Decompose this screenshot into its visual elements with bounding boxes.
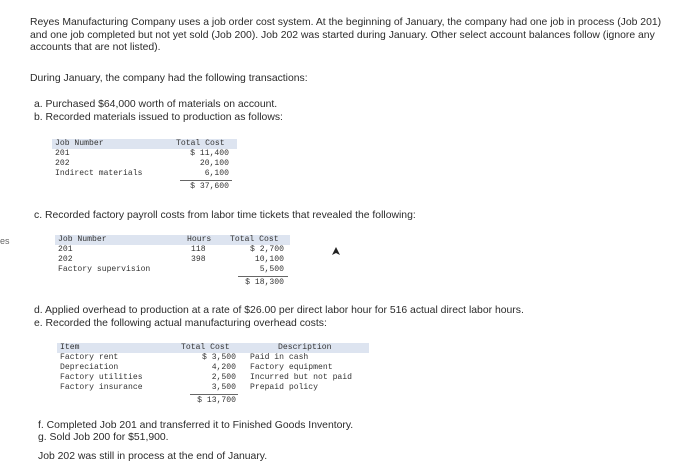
table-row-cost: 2,500 [211, 373, 236, 382]
table-total: $ 37,600 [190, 182, 229, 191]
table-row-label: 202 [55, 159, 70, 168]
table-row-cost: $ 2,700 [250, 245, 284, 254]
table-row-description: Incurred but not paid [250, 373, 352, 382]
table-row-label: Factory utilities [60, 373, 143, 382]
overhead-table [57, 343, 369, 407]
materials-table [52, 139, 237, 195]
table-row-description: Factory equipment [250, 363, 333, 372]
cursor-arrow-icon [332, 247, 340, 257]
table-row-label: Factory rent [60, 353, 119, 362]
table-total: $ 18,300 [245, 278, 284, 287]
table-row-cost: 20,100 [199, 159, 229, 168]
table-row-hours: 118 [191, 245, 206, 254]
header-total-cost: Total Cost [176, 139, 225, 148]
table-row-cost: $ 3,500 [202, 353, 236, 362]
table-row-cost: 6,100 [204, 169, 229, 178]
table-row-description: Prepaid policy [250, 383, 318, 392]
subtotal-line [180, 180, 232, 181]
during-paragraph: During January, the company had the following transactions: [30, 73, 308, 84]
table-row-hours: 398 [191, 255, 206, 264]
header-hours: Hours [187, 235, 212, 244]
header-job-number: Job Number [55, 139, 104, 148]
table-row-label: Factory supervision [58, 265, 151, 274]
transaction-b: b. Recorded materials issued to production as follows: [34, 112, 283, 123]
table-row-label: Indirect materials [55, 169, 143, 178]
table-row-cost: 4,200 [211, 363, 236, 372]
header-total-cost: Total Cost [230, 235, 279, 244]
table-row-label: 202 [58, 255, 73, 264]
header-total-cost: Total Cost [181, 343, 230, 352]
side-fragment: es [0, 236, 10, 246]
table-row-cost: 10,100 [254, 255, 284, 264]
table-row-label: Factory insurance [60, 383, 143, 392]
transaction-a: a. Purchased $64,000 worth of materials on account. [34, 99, 278, 110]
intro-paragraph: Reyes Manufacturing Company uses a job order cost system. At the beginning of January, the company had one job in process (Job 201) and one job completed but not yet sold (Job 200). Job 202 was started during January. Other select account balances follow (ignore any accounts that are not listed). [30, 17, 662, 54]
header-job-number: Job Number [58, 235, 107, 244]
payroll-table [55, 235, 290, 291]
table-row-label: 201 [55, 149, 70, 158]
table-row-label: 201 [58, 245, 73, 254]
transaction-c: c. Recorded factory payroll costs from labor time tickets that revealed the following: [34, 210, 416, 221]
transaction-f: f. Completed Job 201 and transferred it to Finished Goods Inventory. [38, 420, 354, 431]
transaction-g: g. Sold Job 200 for $51,900. [38, 432, 169, 443]
subtotal-line [190, 394, 238, 395]
header-item: Item [60, 343, 80, 352]
table-row-cost: $ 11,400 [190, 149, 229, 158]
transaction-d: d. Applied overhead to production at a rate of $26.00 per direct labor hour for 516 actual direct labor hours. [34, 305, 524, 316]
table-total: $ 13,700 [197, 396, 236, 405]
transaction-e: e. Recorded the following actual manufacturing overhead costs: [34, 318, 327, 329]
table-row-cost: 3,500 [211, 383, 236, 392]
table-row-label: Depreciation [60, 363, 119, 372]
table-row-description: Paid in cash [250, 353, 309, 362]
table-row-cost: 5,500 [259, 265, 284, 274]
header-description: Description [278, 343, 332, 352]
subtotal-line [238, 276, 288, 277]
closing-note: Job 202 was still in process at the end of January. [38, 451, 268, 462]
